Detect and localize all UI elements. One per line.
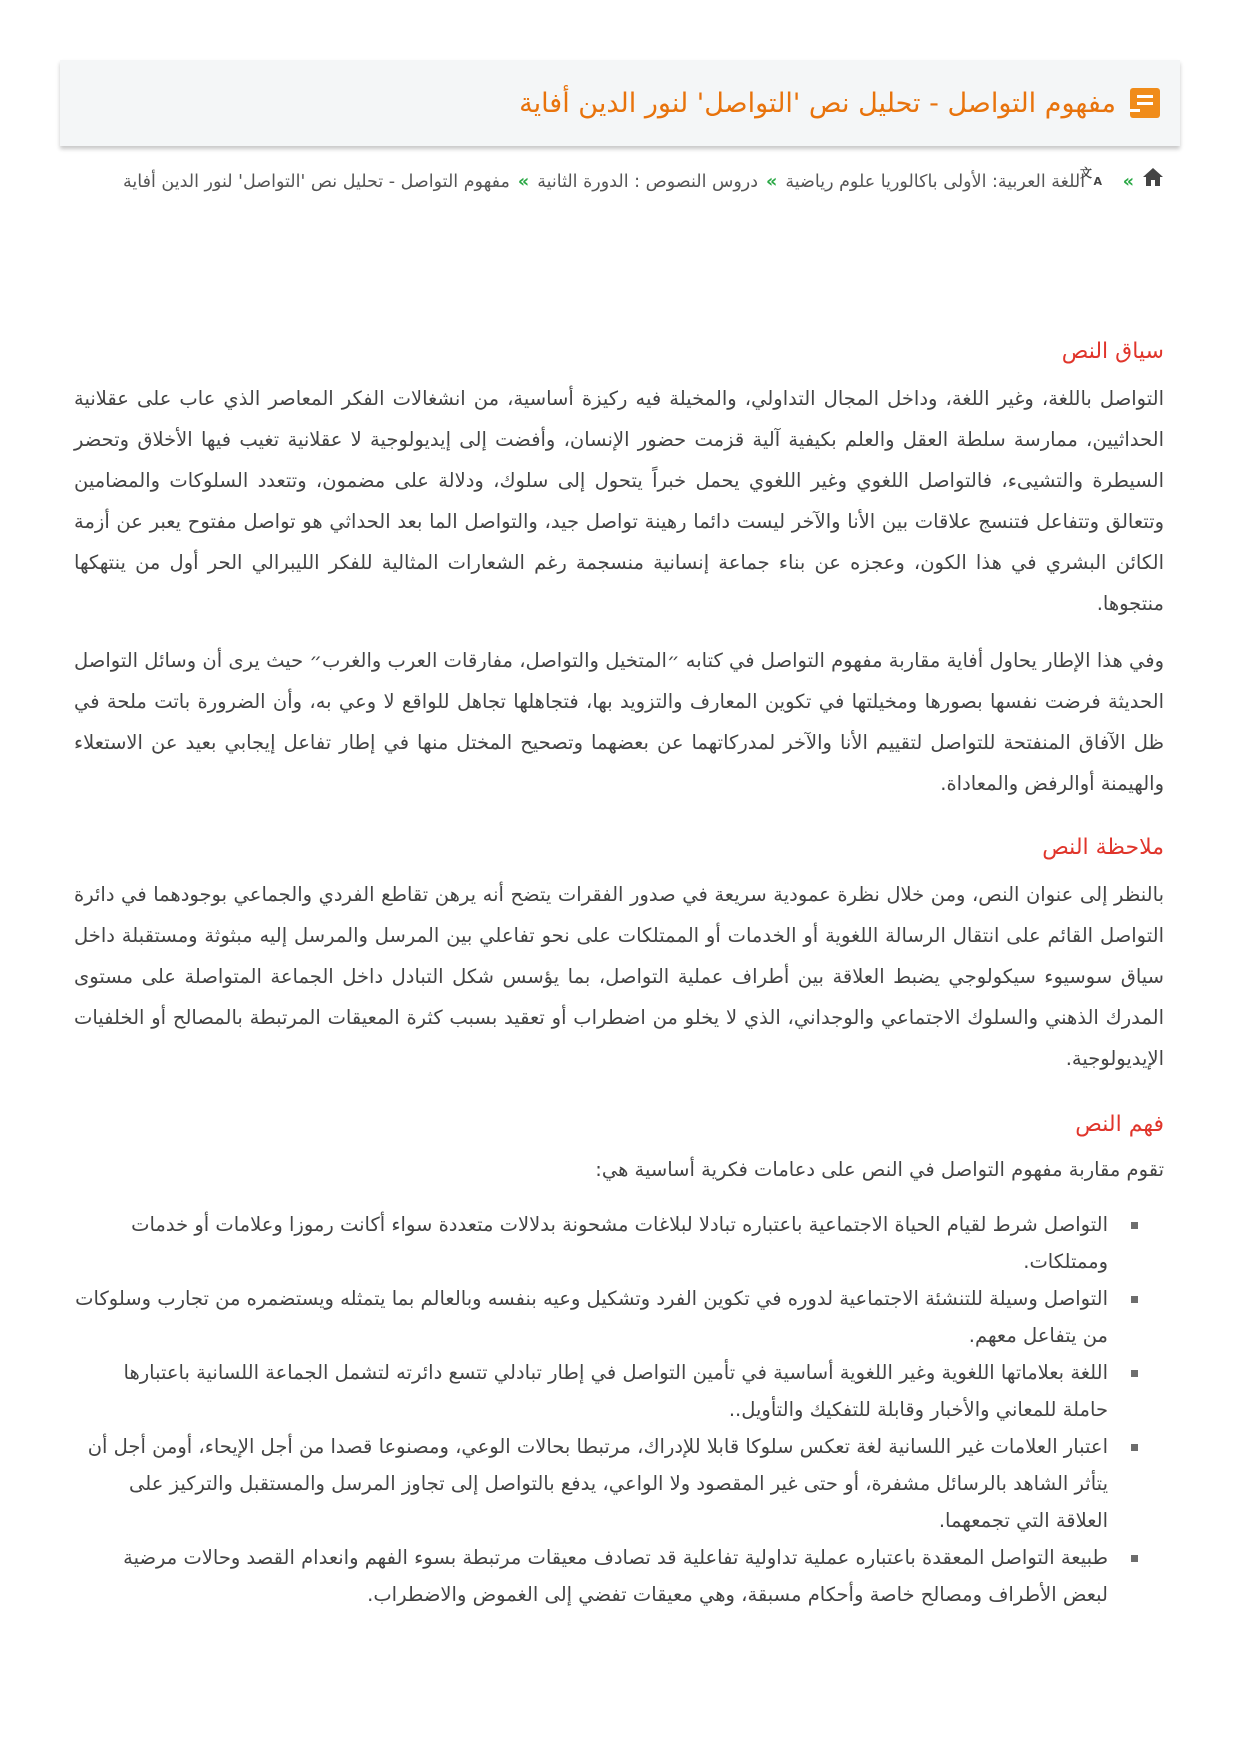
breadcrumb-separator: » [517,172,530,192]
comprehension-intro: تقوم مقاربة مفهوم التواصل في النص على دعامات فكرية أساسية هي: [595,1158,1164,1181]
list-item: طبيعة التواصل المعقدة باعتباره عملية تداولية تفاعلية قد تصادف معيقات مرتبطة بسوء الفهم وانعدام القصد وحالات مرضية لبعض الأطراف ومصالح خاصة وأحكام مسبقة، وهي معيقات تفضي إلى الغموض والاضطراب. [74,1539,1130,1613]
section-heading-context: سياق النص [1061,339,1164,364]
document-icon [1130,88,1160,118]
section-heading-observation: ملاحظة النص [1042,835,1164,860]
breadcrumb-separator: » [766,172,778,192]
comprehension-points [74,1206,1164,1613]
list-item: التواصل وسيلة للتنشئة الاجتماعية لدوره في تكوين الفرد وتشكيل وعيه بنفسه وبالعالم بما يتمثله ويستضمره من تجارب وسلوكات من يتفاعل معهم. [74,1280,1130,1354]
breadcrumb [104,163,1164,201]
list-item: اللغة بعلاماتها اللغوية وغير اللغوية أساسية في تأمين التواصل في إطار تبادلي تتسع دائرته لتشمل الجماعة اللسانية باعتبارها حاملة للمعاني والأخبار وقابلة للتفكيك والتأويل.. [74,1354,1130,1428]
page-header [60,60,1180,146]
context-paragraph-1: التواصل باللغة، وغير اللغة، وداخل المجال التداولي، والمخيلة فيه ركيزة أساسية، من انشغالات الفكر المعاصر الذي عاب على عقلانية الحداثيين، ممارسة سلطة العقل والعلم بكيفية آلية قزمت حضور الإنسان، وأفضت إلى إيديولوجية لا عقلانية تغيب فيها الأخلاق وتحضر السيطرة والتشيىء، فالتواصل اللغوي وغير اللغوي يحمل خبراً يتحول إلى سلوك، ودلالة على مضمون، وتتعدد السلوكات والمضامين وتتعالق وتتفاعل فتنسج علاقات بين الأنا والآخر ليست دائما رهينة تواصل جيد، والتواصل الما بعد الحداثي هو تواصل مفتوح يعبر عن أزمة الكائن البشري في هذا الكون، وعجزه عن بناء جماعة إنسانية منسجمة رغم الشعارات المثالية للفكر الليبرالي الحر أول من ينتهكها منتجوها. [74,387,1164,615]
breadcrumb-item-current: مفهوم التواصل - تحليل نص 'التواصل' لنور الدين أفاية [123,172,510,192]
section-heading-comprehension: فهم النص [1075,1112,1164,1137]
svg-text:A: A [1093,175,1102,188]
translate-icon [1079,163,1115,201]
article-content [74,332,1164,1613]
breadcrumb-separator: » [1122,172,1134,192]
breadcrumb-item-lessons[interactable]: دروس النصوص : الدورة الثانية [537,172,759,192]
observation-paragraph: بالنظر إلى عنوان النص، ومن خلال نظرة عمودية سريعة في صدور الفقرات يتضح أنه يرهن تقاطع الفردي والجماعي بوجودهما في دائرة التواصل القائم على انتقال الرسالة اللغوية أو الخدمات أو الممتلكات على نحو تفاعلي بين المرسل والمرسل إليه مبثوثة ومستقبلة داخل سياق سوسيوء سيكولوجي يضبط العلاقة بين أطراف عملية التواصل، بما يؤسس شكل التبادل داخل الجماعة المتواصلة على مستوى المدرك الذهني والسلوك الاجتماعي والوجداني، الذي لا يخلو من اضطراب أو تعقيد بسبب كثرة المعيقات المرتبطة بالمصالح أو الخلفيات الإيديولوجية. [74,883,1164,1070]
svg-text:文: 文 [1079,166,1092,180]
page-title: مفهوم التواصل - تحليل نص 'التواصل' لنور الدين أفاية [519,87,1116,119]
context-paragraph-2: وفي هذا الإطار يحاول أفاية مقاربة مفهوم التواصل في كتابه ״المتخيل والتواصل، مفارقات العرب والغرب״ حيث يرى أن وسائل التواصل الحديثة فرضت نفسها بصورها ومخيلتها في تكوين المعارف والتزويد بها، فتجاهلها تجاهل للواقع لا وعي به، وأن الضرورة باتت ملحة في ظل الآفاق المنفتحة للتواصل لتقييم الأنا والآخر لمدركاتهما عن بعضهما وتصحيح المختل منها في إطار تفاعل إيجابي بعيد عن الاستعلاء والهيمنة أوالرفض والمعاداة. [74,649,1164,795]
list-item: اعتبار العلامات غير اللسانية لغة تعكس سلوكا قابلا للإدراك، مرتبطا بحالات الوعي، ومصنوعا قصدا من أجل الإيحاء، أومن أجل أن يتأثر الشاهد بالرسائل مشفرة، أو حتى غير المقصود ولا الواعي، يدفع بالتواصل إلى تجاوز المرسل والمستقبل والتركيز على العلاقة التي تجمعهما. [74,1428,1130,1539]
home-icon[interactable] [1142,163,1164,201]
breadcrumb-item-arabic[interactable]: اللغة العربية: الأولى باكالوريا علوم رياضية [785,172,1086,192]
list-item: التواصل شرط لقيام الحياة الاجتماعية باعتباره تبادلا لبلاغات مشحونة بدلالات متعددة سواء أكانت رموزا وعلامات أو خدمات وممتلكات. [74,1206,1130,1280]
